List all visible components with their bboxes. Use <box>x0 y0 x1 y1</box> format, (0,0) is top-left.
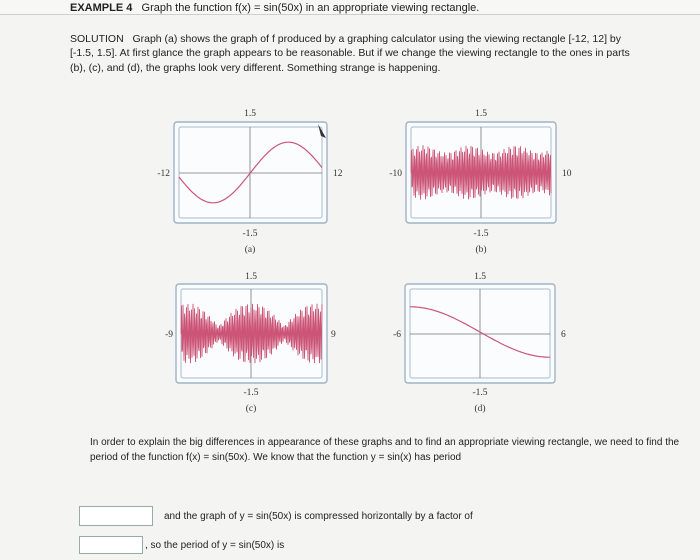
graph-a-xmin-label: -12 <box>157 169 170 179</box>
graph-a-xmax-label: 12 <box>333 169 343 179</box>
graph-d <box>393 272 566 414</box>
graph-b-xmin-label: -10 <box>389 169 402 179</box>
graph-b-ymin-label: -1.5 <box>473 229 489 239</box>
graph-a-ymax-label: 1.5 <box>244 109 256 119</box>
graph-a <box>157 109 342 255</box>
graph-d-xmin-label: -6 <box>393 330 401 340</box>
graph-d-xmax-label: 6 <box>561 330 566 340</box>
graph-c <box>165 272 336 414</box>
example-statement: Graph the function f(x) = sin(50x) in an appropriate viewing rectangle. <box>141 2 480 14</box>
graph-b <box>389 109 571 255</box>
graph-d-ymin-label: -1.5 <box>472 388 488 398</box>
graph-b-xmax-label: 10 <box>562 169 572 179</box>
answer-input-period[interactable] <box>79 506 153 526</box>
solution-label: SOLUTION <box>70 33 124 45</box>
graph-c-xmax-label: 9 <box>331 330 336 340</box>
graph-d-caption: (d) <box>474 404 486 414</box>
graph-c-caption: (c) <box>245 404 257 414</box>
answer-line-2: , so the period of y = sin(50x) is <box>145 540 285 551</box>
answer-line-1: and the graph of y = sin(50x) is compressed horizontally by a factor of <box>164 511 473 522</box>
explanation-paragraph: In order to explain the big differences in appearance of these graphs and to find an appropriate viewing rectangle, we need to find the period of the function f(x) = sin(50x). We know that the function y = sin(x) has period <box>90 437 680 463</box>
solution-text: Graph (a) shows the graph of f produced by a graphing calculator using the viewing rectangle [-12, 12] by [-1.5, 1.5]. At first glance the graph appears to be reasonable. But if we change the viewing rectangle to the ones in parts (b), (c), and (d), the graphs look very different. Something strange is happening. <box>70 33 630 74</box>
graph-b-ymax-label: 1.5 <box>475 109 487 119</box>
graph-d-ymax-label: 1.5 <box>474 272 486 282</box>
graph-a-ymin-label: -1.5 <box>242 229 258 239</box>
example-label: EXAMPLE 4 <box>70 2 133 14</box>
graph-c-xmin-label: -9 <box>165 330 173 340</box>
graph-a-caption: (a) <box>244 245 256 255</box>
answer-input-factor[interactable] <box>79 536 143 554</box>
graph-c-ymax-label: 1.5 <box>245 272 257 282</box>
graph-c-ymin-label: -1.5 <box>243 388 259 398</box>
graph-b-caption: (b) <box>475 245 487 255</box>
